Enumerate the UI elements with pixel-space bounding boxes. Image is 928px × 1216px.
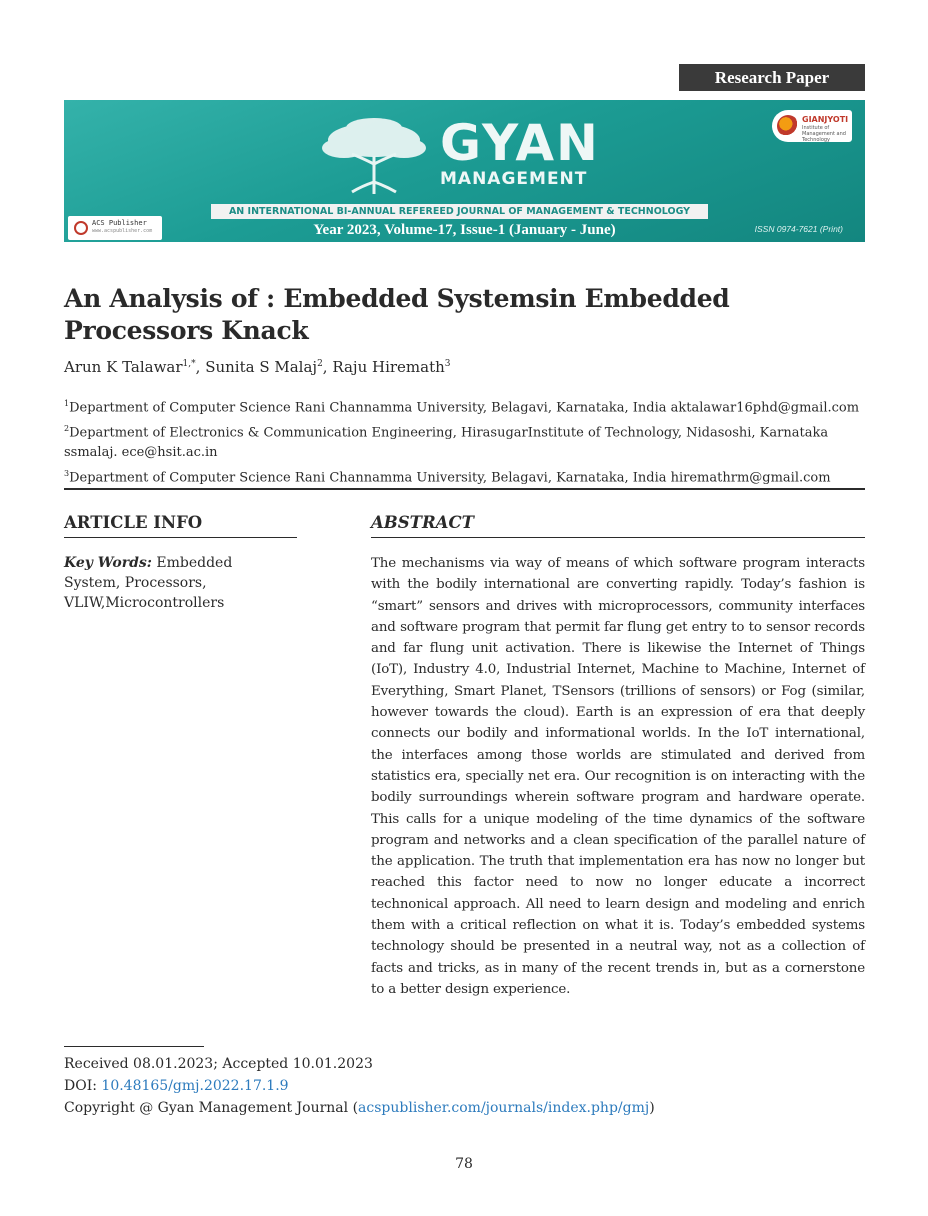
journal-name: GYAN bbox=[440, 114, 600, 172]
paper-title bbox=[64, 283, 764, 347]
author-affil-mark: 3 bbox=[444, 359, 451, 369]
abstract-divider bbox=[371, 537, 865, 538]
journal-tagline: AN INTERNATIONAL BI-ANNUAL REFEREED JOURNAL OF MANAGEMENT & TECHNOLOGY bbox=[211, 204, 708, 219]
doi-link[interactable]: 10.48165/gmj.2022.17.1.9 bbox=[101, 1078, 289, 1094]
header-divider bbox=[64, 488, 865, 490]
affiliation-text: Department of Computer Science Rani Channamma University, Belagavi, Karnataka, India aktalawar16phd@gmail.com bbox=[69, 400, 860, 416]
affiliation-mark: 3 bbox=[64, 468, 70, 478]
author-name: Sunita S Malaj bbox=[205, 358, 318, 376]
journal-subname: MANAGEMENT bbox=[440, 169, 588, 189]
abstract-heading: ABSTRACT bbox=[371, 513, 474, 532]
doi-label: DOI: bbox=[64, 1078, 102, 1094]
article-info-heading: ARTICLE INFO bbox=[64, 513, 203, 532]
publisher-url: www.acspublisher.com bbox=[92, 228, 153, 234]
affiliations bbox=[64, 394, 864, 489]
footnote-divider bbox=[64, 1046, 204, 1047]
affiliation-item bbox=[64, 464, 864, 487]
keywords-text: Embedded System, Processors, VLIW,Microcontrollers bbox=[64, 555, 233, 611]
gianjyoti-emblem-icon bbox=[777, 115, 799, 137]
acs-logo-icon bbox=[74, 221, 88, 235]
author-name: Arun K Talawar bbox=[64, 358, 183, 376]
institute-logo bbox=[772, 110, 852, 142]
affiliation-item bbox=[64, 394, 864, 417]
article-info-divider bbox=[64, 537, 297, 538]
author-name: Raju Hiremath bbox=[332, 358, 445, 376]
author-separator: , bbox=[322, 358, 333, 376]
received-dates: Received 08.01.2023; Accepted 10.01.2023 bbox=[64, 1056, 373, 1072]
author-list bbox=[64, 358, 451, 376]
journal-banner bbox=[64, 100, 865, 242]
author-affil-mark: 2 bbox=[317, 359, 323, 369]
affiliation-mark: 1 bbox=[64, 399, 70, 408]
issn: ISSN 0974-7621 (Print) bbox=[754, 224, 843, 234]
publisher-logo bbox=[68, 216, 162, 240]
page-number: 78 bbox=[455, 1156, 473, 1172]
copyright-line bbox=[64, 1097, 864, 1119]
publisher-name: ACS Publisher bbox=[92, 219, 147, 227]
affiliation-item bbox=[64, 419, 864, 461]
issue-line: Year 2023, Volume-17, Issue-1 (January - June) bbox=[313, 222, 616, 238]
tree-logo-icon bbox=[314, 116, 434, 196]
abstract-text: The mechanisms via way of means of which software program interacts with the bodily international are converting rapidly. Today’s fashion is “smart” sensors and drives with microprocessors, community interfaces and software program that permit far flung get entry to to sensor records and far flung unit activation. There is likewise the Internet of Things (IoT), Industry 4.0, Industrial Internet, Machine to Machine, Internet of Everything, Smart Planet, TSensors (trillions of sensors) or Fog (similar, however towards the cloud). Earth is an expression of era that deeply connects our bodily and informational worlds. In the IoT international, the interfaces among those worlds are stimulated and derived from statistics era, specially net era. Our recognition is on interacting with the bodily surroundings wherein software program and hardware operate. This calls for a unique modeling of the time dynamics of the software program and networks and a clean specification of the parallel nature of the application. The truth that implementation era has now no longer but reached this factor need to now no longer educate a incorrect technonical approach. All need to learn design and modeling and enrich them with a critical reflection on what it is. Today’s embedded systems technology should be presented in a neutral way, not as a collection of facts and tricks, as in many of the recent trends in, but as a cornerstone to a better design experience. bbox=[371, 556, 865, 997]
author-affil-mark: 1,* bbox=[182, 359, 196, 369]
institute-subname: Institute of Management and Technology bbox=[802, 125, 846, 143]
keywords bbox=[64, 553, 264, 613]
journal-url-link[interactable]: acspublisher.com/journals/index.php/gmj bbox=[358, 1100, 650, 1116]
article-type-tag: Research Paper bbox=[679, 64, 865, 91]
copyright-prefix: Copyright @ Gyan Management Journal ( bbox=[64, 1100, 359, 1116]
affiliation-mark: 2 bbox=[64, 424, 70, 434]
author-separator: , bbox=[195, 358, 206, 376]
affiliation-text: Department of Computer Science Rani Channamma University, Belagavi, Karnataka, India hiremathrm@gmail.com bbox=[69, 469, 831, 485]
footnote bbox=[64, 1053, 864, 1119]
keywords-label: Key Words: bbox=[64, 555, 152, 571]
paper-title-line-2: Processors Knack bbox=[64, 316, 309, 345]
copyright-suffix: ) bbox=[649, 1100, 655, 1116]
paper-title-line-1: An Analysis of : Embedded Systemsin Embedded bbox=[64, 284, 730, 313]
doi-line bbox=[64, 1075, 864, 1097]
institute-name: GIANJYOTI bbox=[802, 115, 849, 124]
affiliation-text: Department of Electronics & Communication Engineering, HirasugarInstitute of Technology, Nidasoshi, Karnataka ssmalaj. ece@hsit.ac.in bbox=[64, 425, 829, 460]
